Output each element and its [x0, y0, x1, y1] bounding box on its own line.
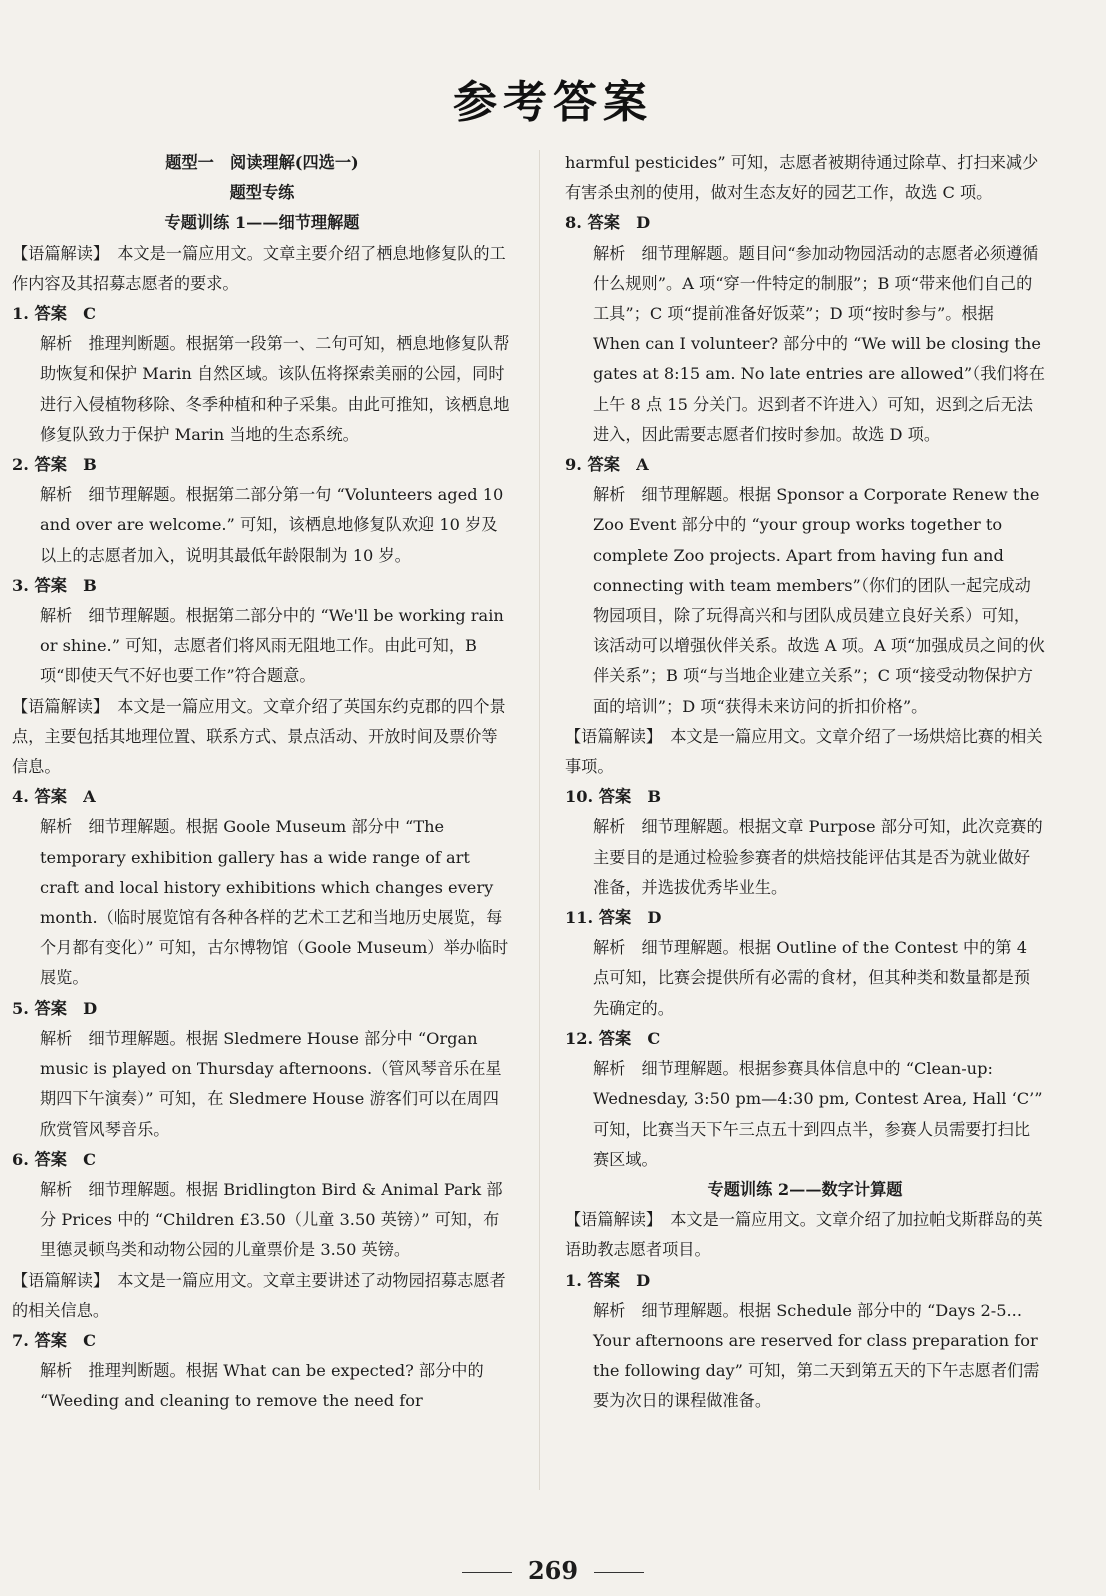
right-paragraph: 解析 细节理解题。根据文章 Purpose 部分可知，此次竞赛的主要目的是通过检验参赛者的烘焙技能评估其是否为就业做好准备，并选拔优秀毕业生。 — [593, 817, 1043, 897]
right-paragraph: 11. 答案 D — [565, 908, 662, 928]
left-paragraph: 解析 细节理解题。根据 Goole Museum 部分中 “The temporary exhibition gallery has a wide range of art craft and local history exhibitions which changes every month.（临时展览馆有各种各样的艺术工艺和当地历史展览，每个月都有变化）” 可知，古尔博物馆（Goole Museum）举办临时展览。 — [40, 817, 509, 988]
right-paragraph: 解析 细节理解题。题目问“参加动物园活动的志愿者必须遵循什么规则”。A 项“穿一件特定的制服”；B 项“带来他们自己的工具”；C 项“提前准备好饭菜”；D 项“按时参与”。根据 When can I volunteer? 部分中的 “We will be closing the gates at 8:15 am. No late entries are allowed”（我们将在上午 8 点 15 分关门。迟到者不许进入）可知，迟到之后无法进入，因此需要志愿者们按时参加。故选 D 项。 — [593, 243, 1045, 444]
page-number-dash-left — [462, 1572, 512, 1573]
left-paragraph: 4. 答案 A — [12, 787, 96, 807]
right-column — [565, 148, 1045, 1417]
left-paragraph: 7. 答案 C — [12, 1330, 96, 1350]
left-paragraph: 题型专练 — [229, 183, 295, 203]
left-paragraph: 2. 答案 B — [12, 455, 97, 475]
left-paragraph: 解析 细节理解题。根据第二部分中的 “We'll be working rain or shine.” 可知，志愿者们将风雨无阻地工作。由此可知，B 项“即使天气不好也要工作”符合题意。 — [40, 606, 504, 686]
right-paragraph: 1. 答案 D — [565, 1270, 651, 1290]
left-paragraph: 解析 细节理解题。根据 Bridlington Bird & Animal Park 部分 Prices 中的 “Children £3.50（儿童 3.50 英镑）” 可知，布里德灵顿鸟类和动物公园的儿童票价是 3.50 英镑。 — [40, 1179, 503, 1260]
right-paragraph: 12. 答案 C — [565, 1028, 661, 1048]
left-paragraph: 【语篇解读】 本文是一篇应用文。文章主要介绍了栖息地修复队的工作内容及其招募志愿者的要求。 — [12, 243, 506, 293]
column-divider — [539, 150, 540, 1490]
right-paragraph: 解析 细节理解题。根据 Sponsor a Corporate Renew the Zoo Event 部分中的 “your group works together to complete Zoo projects. Apart from having fun and connecting with team members”（你们的团队一起完成动物园项目，除了玩得高兴和与团队成员建立良好关系）可知，该活动可以增强伙伴关系。故选 A 项。A 项“加强成员之间的伙伴关系”；B 项“与当地企业建立关系”；C 项“接受动物保护方面的培训”；D 项“获得未来访问的折扣价格”。 — [593, 485, 1045, 716]
left-paragraph: 解析 推理判断题。根据第一段第一、二句可知，栖息地修复队帮助恢复和保护 Marin 自然区域。该队伍将探索美丽的公园，同时进行入侵植物移除、冬季种植和种子采集。由此可推知，该栖息地修复队致力于保护 Marin 当地的生态系统。 — [40, 334, 510, 444]
left-paragraph: 题型一 阅读理解(四选一) — [165, 153, 359, 172]
right-paragraph: harmful pesticides” 可知，志愿者被期待通过除草、打扫来减少有害杀虫剂的使用，做对生态友好的园艺工作，故选 C 项。 — [565, 153, 1039, 203]
left-paragraph: 【语篇解读】 本文是一篇应用文。文章介绍了英国东约克郡的四个景点，主要包括其地理位置、联系方式、景点活动、开放时间及票价等信息。 — [12, 696, 506, 777]
left-paragraph: 3. 答案 B — [12, 575, 97, 595]
left-paragraph: 专题训练 1——细节理解题 — [164, 213, 360, 233]
right-paragraph: 9. 答案 A — [565, 455, 649, 475]
left-paragraph: 1. 答案 C — [12, 304, 96, 324]
left-paragraph: 6. 答案 C — [12, 1149, 96, 1169]
right-paragraph: 10. 答案 B — [565, 787, 662, 807]
left-paragraph: 【语篇解读】 本文是一篇应用文。文章主要讲述了动物园招募志愿者的相关信息。 — [12, 1270, 506, 1320]
left-paragraph: 解析 推理判断题。根据 What can be expected? 部分中的 “Weeding and cleaning to remove the need for — [40, 1361, 484, 1411]
left-paragraph: 5. 答案 D — [12, 998, 98, 1018]
right-paragraph: 【语篇解读】 本文是一篇应用文。文章介绍了一场烘焙比赛的相关事项。 — [565, 726, 1043, 777]
page-number — [0, 1556, 1106, 1585]
right-paragraph: 【语篇解读】 本文是一篇应用文。文章介绍了加拉帕戈斯群岛的英语助教志愿者项目。 — [565, 1210, 1043, 1260]
right-paragraph: 解析 细节理解题。根据参赛具体信息中的 “Clean-up: Wednesday, 3:50 pm—4:30 pm, Contest Area, Hall ‘C’” 可知，比赛当天下午三点五十到四点半，参赛人员需要打扫比赛区域。 — [593, 1059, 1043, 1169]
right-paragraph: 8. 答案 D — [565, 213, 651, 233]
page-number-text: 269 — [527, 1556, 579, 1585]
right-paragraph: 解析 细节理解题。根据 Schedule 部分中的 “Days 2-5... Your afternoons are reserved for class preparation for the following day” 可知，第二天到第五天的下午志愿者们需要为次日的课程做准备。 — [593, 1300, 1040, 1411]
right-paragraph: 解析 细节理解题。根据 Outline of the Contest 中的第 4 点可知，比赛会提供所有必需的食材，但其种类和数量都是预先确定的。 — [593, 938, 1031, 1018]
page-title: 参考答案 — [453, 77, 653, 128]
left-paragraph: 解析 细节理解题。根据 Sledmere House 部分中 “Organ music is played on Thursday afternoons.（管风琴音乐在星期四下午演奏）” 可知，在 Sledmere House 游客们可以在周四欣赏管风琴音乐。 — [40, 1028, 502, 1139]
page-number-dash-right — [594, 1572, 644, 1573]
left-paragraph: 解析 细节理解题。根据第二部分第一句 “Volunteers aged 10 and over are welcome.” 可知，该栖息地修复队欢迎 10 岁及以上的志愿者加入，说明其最低年龄限制为 10 岁。 — [40, 485, 504, 565]
left-column — [12, 148, 512, 1417]
right-paragraph: 专题训练 2——数字计算题 — [707, 1179, 903, 1199]
